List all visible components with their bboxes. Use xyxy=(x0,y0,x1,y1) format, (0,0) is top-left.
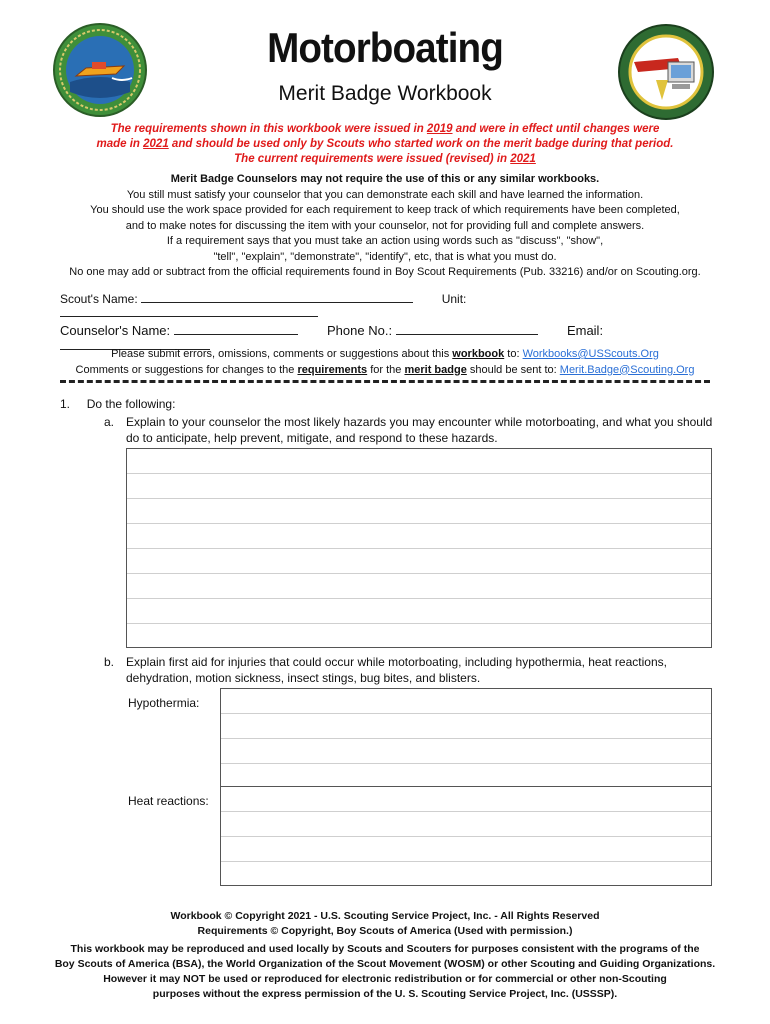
hypothermia-label: Hypothermia: xyxy=(128,696,200,710)
scout-name-field[interactable] xyxy=(141,292,413,303)
intro-text: Merit Badge Counselors may not require the use of this or any similar workbooks. You still must satisfy your counselor that you can demonstrate each skill and have learned the information. You should use the work space provided for each requirement to keep track of which requirements have been completed, and to make notes for discussing the item with your counselor, not for providing full and complete answers. If a requirement says that you must take an action using words such as "discuss", "show", "tell", "explain", "demonstrate", "identify", etc, that is what you must do. No one may add or subtract from the official requirements found in Boy Scout Requirements (Pub. 33216) and/or on Scouting.org. xyxy=(69,173,701,278)
requirement-1a-num: a. xyxy=(104,415,115,429)
answer-box-1a[interactable] xyxy=(126,448,712,648)
scout-name-row: Scout's Name: Unit: xyxy=(60,292,710,320)
requirement-1: 1. Do the following: xyxy=(60,397,176,411)
requirement-1a-text: Explain to your counselor the most likely hazards you may encounter while motorboating, and what you should do to anticipate, help prevent, mitigate, and respond to these hazards. xyxy=(126,415,713,445)
unit-field[interactable] xyxy=(60,306,318,317)
counselor-row: Counselor's Name: Phone No.: Email: xyxy=(60,323,720,353)
page-title: Motorboating xyxy=(267,24,503,71)
heat-reactions-label: Heat reactions: xyxy=(128,794,209,808)
requirements-notice: The requirements shown in this workbook were issued in 2019 and were in effect until changes were made in 2021 and should be used only by Scouts who started work on the merit badge during that period. The current requirements were issued (revised) in 2021 xyxy=(96,123,674,165)
phone-field[interactable] xyxy=(396,324,538,335)
workbooks-email-link[interactable]: Workbooks@USScouts.Org xyxy=(522,348,659,360)
hypothermia-answer-box[interactable] xyxy=(220,688,712,788)
section-divider xyxy=(60,380,710,383)
usage-notice-footer: This workbook may be reproduced and used locally by Scouts and Scouters for purposes consistent with the programs of the Boy Scouts of America (BSA), the World Organization of the Scout Movement (WOSM) or other Scouting and Guiding Organizations. However it may NOT be used or reproduced for electronic redistribution or for commercial or other non-Scouting purposes without the express permission of the U. S. Scouting Service Project, Inc. (USSSP). xyxy=(54,943,716,1000)
page-subtitle: Merit Badge Workbook xyxy=(278,82,492,105)
requirement-1b-num: b. xyxy=(104,655,115,669)
heat-reactions-answer-box[interactable] xyxy=(220,786,712,886)
submit-info: Please submit errors, omissions, comments or suggestions about this workbook to: Workbooks@USScouts.Org Comments or suggestions for changes to the requirements for the merit badge should be sent to: Merit.Badge@Scouting.Org xyxy=(75,348,695,376)
merit-badge-email-link[interactable]: Merit.Badge@Scouting.Org xyxy=(559,363,695,376)
counselor-name-field[interactable] xyxy=(174,324,298,335)
copyright-footer: Workbook © Copyright 2021 - U.S. Scouting Service Project, Inc. - All Rights Reserved Requirements © Copyright, Boy Scouts of America (Used with permission.) xyxy=(170,910,600,937)
requirement-1b-text: Explain first aid for injuries that could occur while motorboating, including hypothermia, heat reactions, dehydration, motion sickness, insect stings, bug bites, and blisters. xyxy=(126,655,667,685)
